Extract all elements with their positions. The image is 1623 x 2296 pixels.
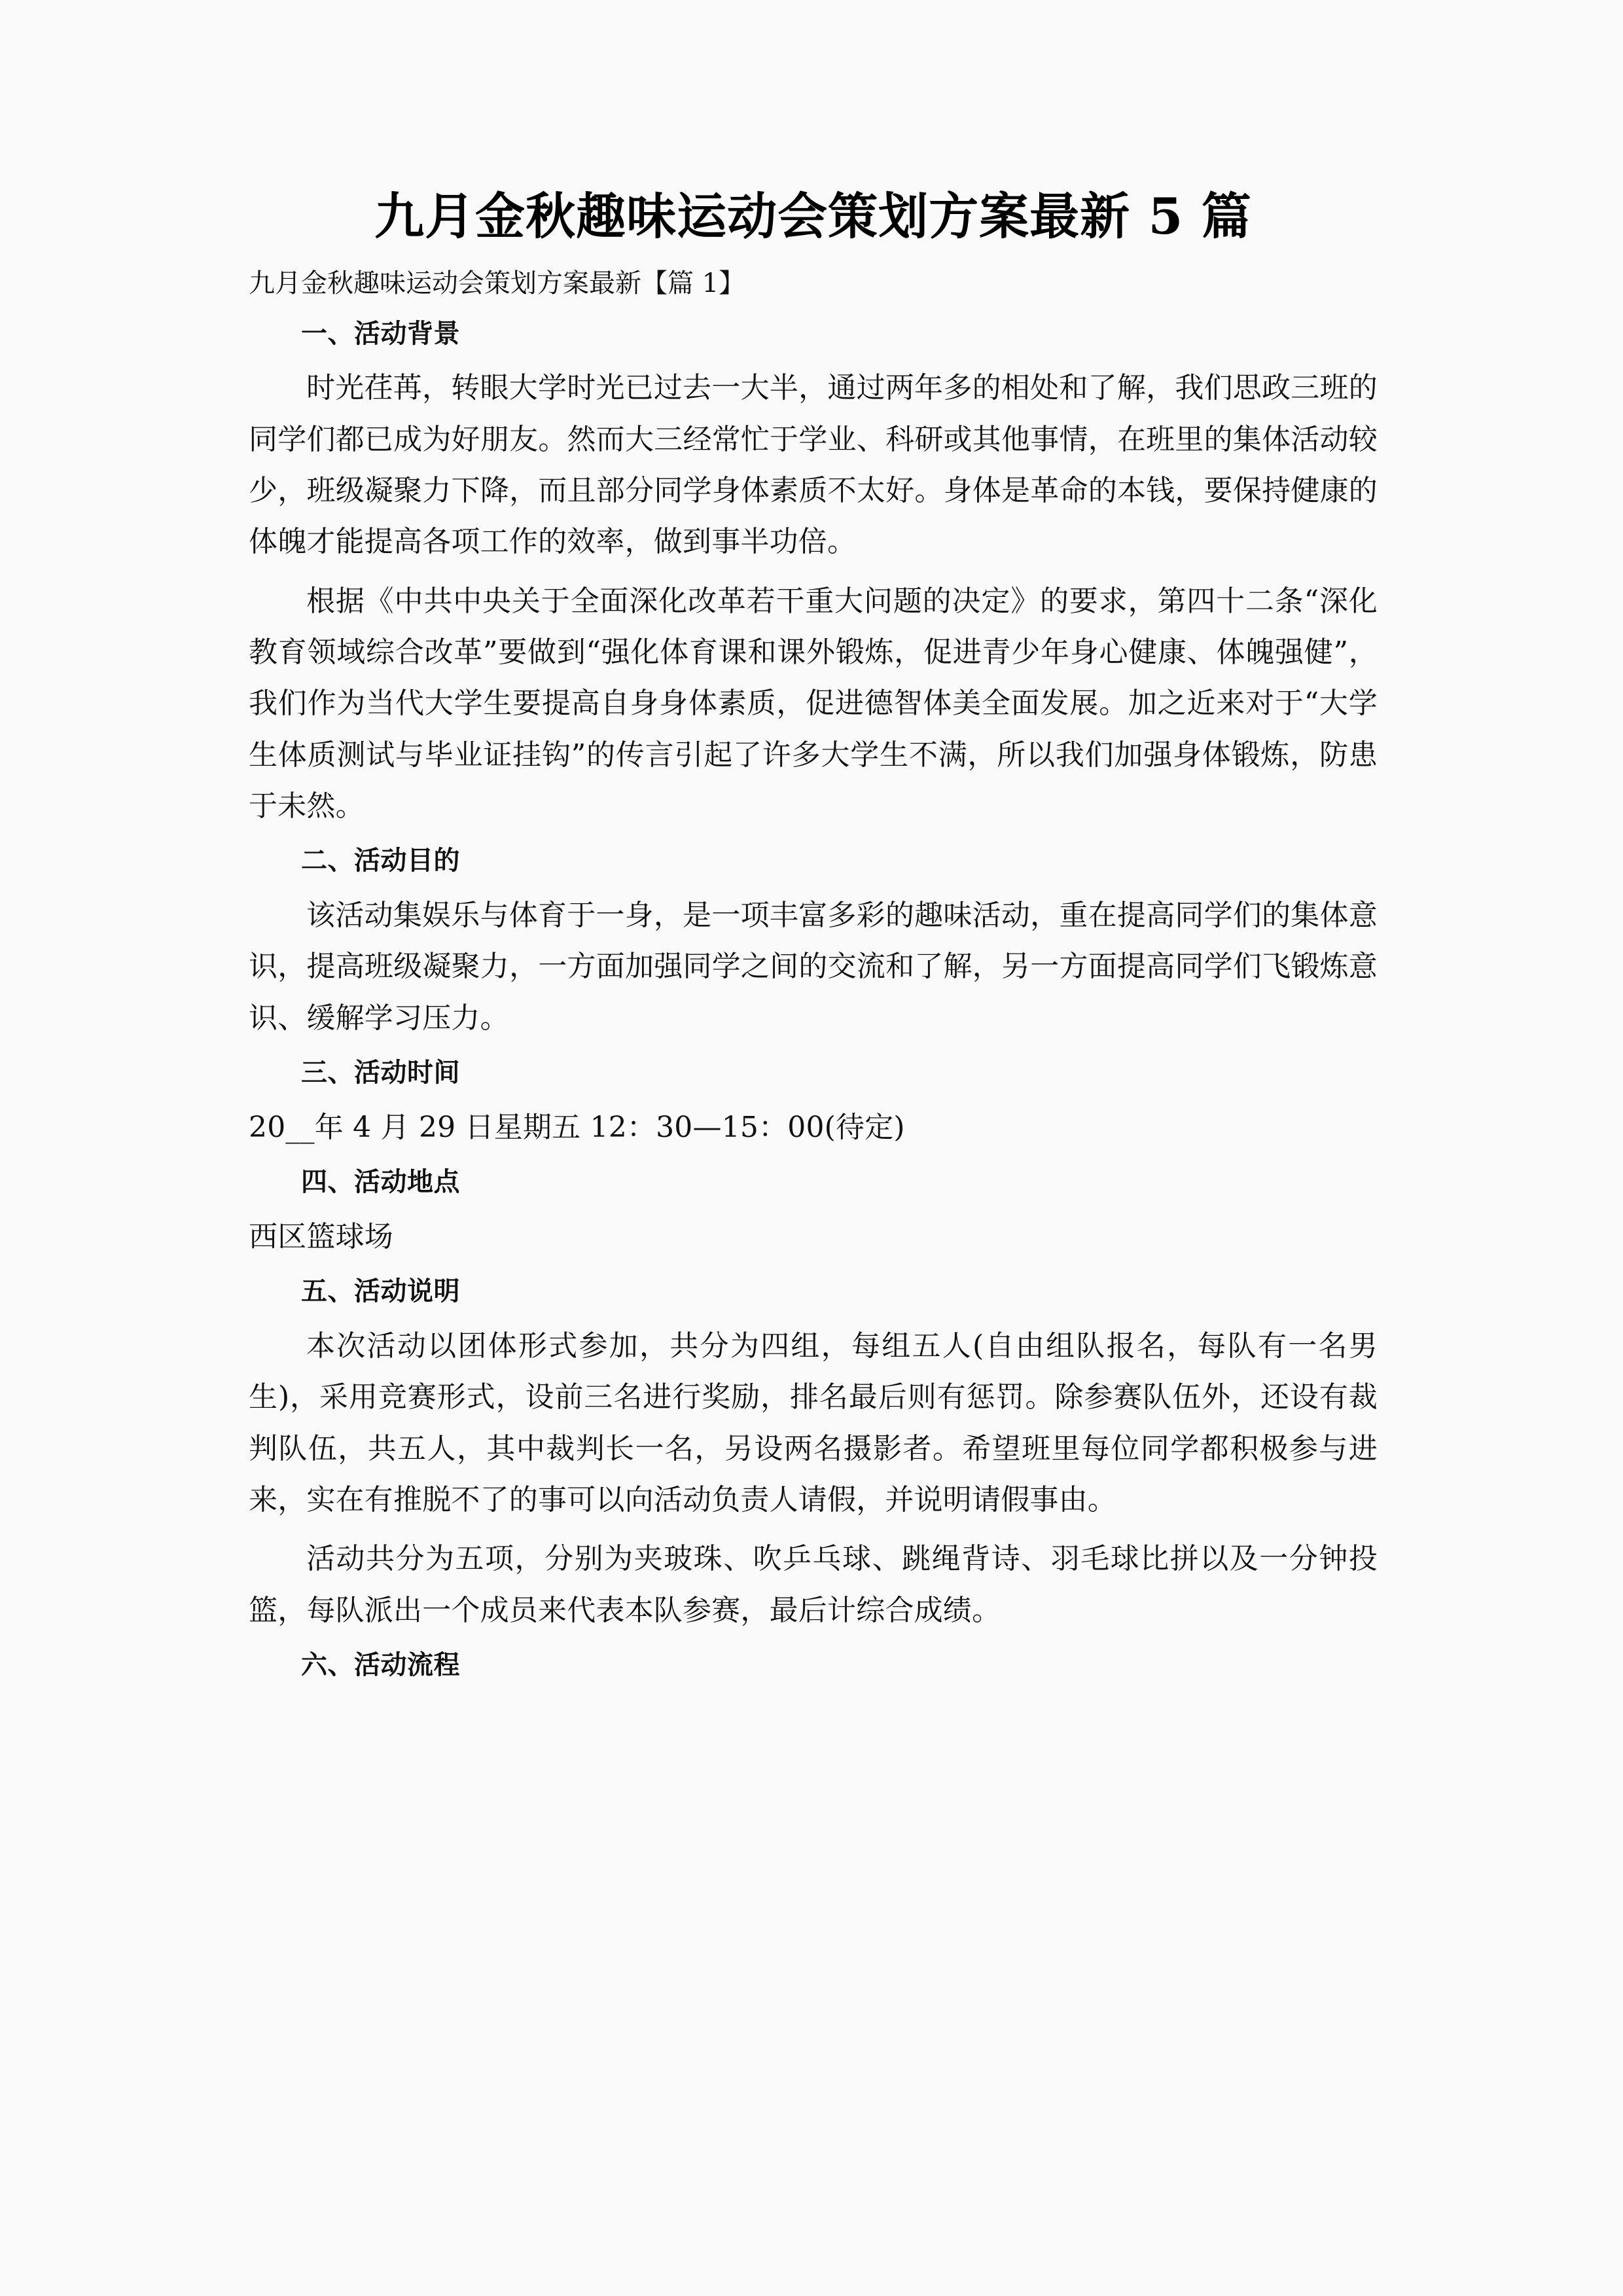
paragraph: 该活动集娱乐与体育于一身，是一项丰富多彩的趣味活动，重在提高同学们的集体意识，提高班级凝聚力，一方面加强同学之间的交流和了解，另一方面提高同学们飞锻炼意识、缓解学习压力。 [249,899,1378,1035]
paragraph: 活动共分为五项，分别为夹玻珠、吹乒乓球、跳绳背诗、羽毛球比拼以及一分钟投篮，每队派出一个成员来代表本队参赛，最后计综合成绩。 [249,1542,1378,1627]
section-heading-description: 五、活动说明 [301,1276,460,1307]
document-body [249,187,1378,1695]
document-subtitle: 九月金秋趣味运动会策划方案最新【篇 1】 [249,268,745,298]
paragraph: 时光荏苒，转眼大学时光已过去一大半，通过两年多的相处和了解，我们思政三班的同学们都已成为好朋友。然而大三经常忙于学业、科研或其他事情，在班里的集体活动较少，班级凝聚力下降，而且部分同学身体素质不太好。身体是革命的本钱，要保持健康的体魄才能提高各项工作的效率，做到事半功倍。 [249,371,1378,559]
section-heading-purpose: 二、活动目的 [301,845,460,876]
section-heading-process: 六、活动流程 [301,1649,460,1680]
page-title: 九月金秋趣味运动会策划方案最新 5 篇 [374,187,1252,245]
paragraph: 本次活动以团体形式参加，共分为四组，每组五人(自由组队报名，每队有一名男生)，采用竞赛形式，设前三名进行奖励，排名最后则有惩罚。除参赛队伍外，还设有裁判队伍，共五人，其中裁判长一名，另设两名摄影者。希望班里每位同学都积极参与进来，实在有推脱不了的事可以向活动负责人请假，并说明请假事由。 [249,1329,1378,1516]
section-heading-time: 三、活动时间 [301,1057,460,1088]
activity-location-value: 西区篮球场 [249,1219,393,1253]
activity-time-value: 20__年 4 月 29 日星期五 12：30—15：00(待定) [249,1110,905,1144]
section-heading-location: 四、活动地点 [301,1166,460,1198]
paragraph: 根据《中共中央关于全面深化改革若干重大问题的决定》的要求，第四十二条“深化教育领域综合改革”要做到“强化体育课和课外锻炼，促进青少年身心健康、体魄强健”，我们作为当代大学生要提高自身身体素质，促进德智体美全面发展。加之近来对于“大学生体质测试与毕业证挂钩”的传言引起了许多大学生不满，所以我们加强身体锻炼，防患于未然。 [249,584,1378,823]
section-heading-background: 一、活动背景 [301,317,460,349]
